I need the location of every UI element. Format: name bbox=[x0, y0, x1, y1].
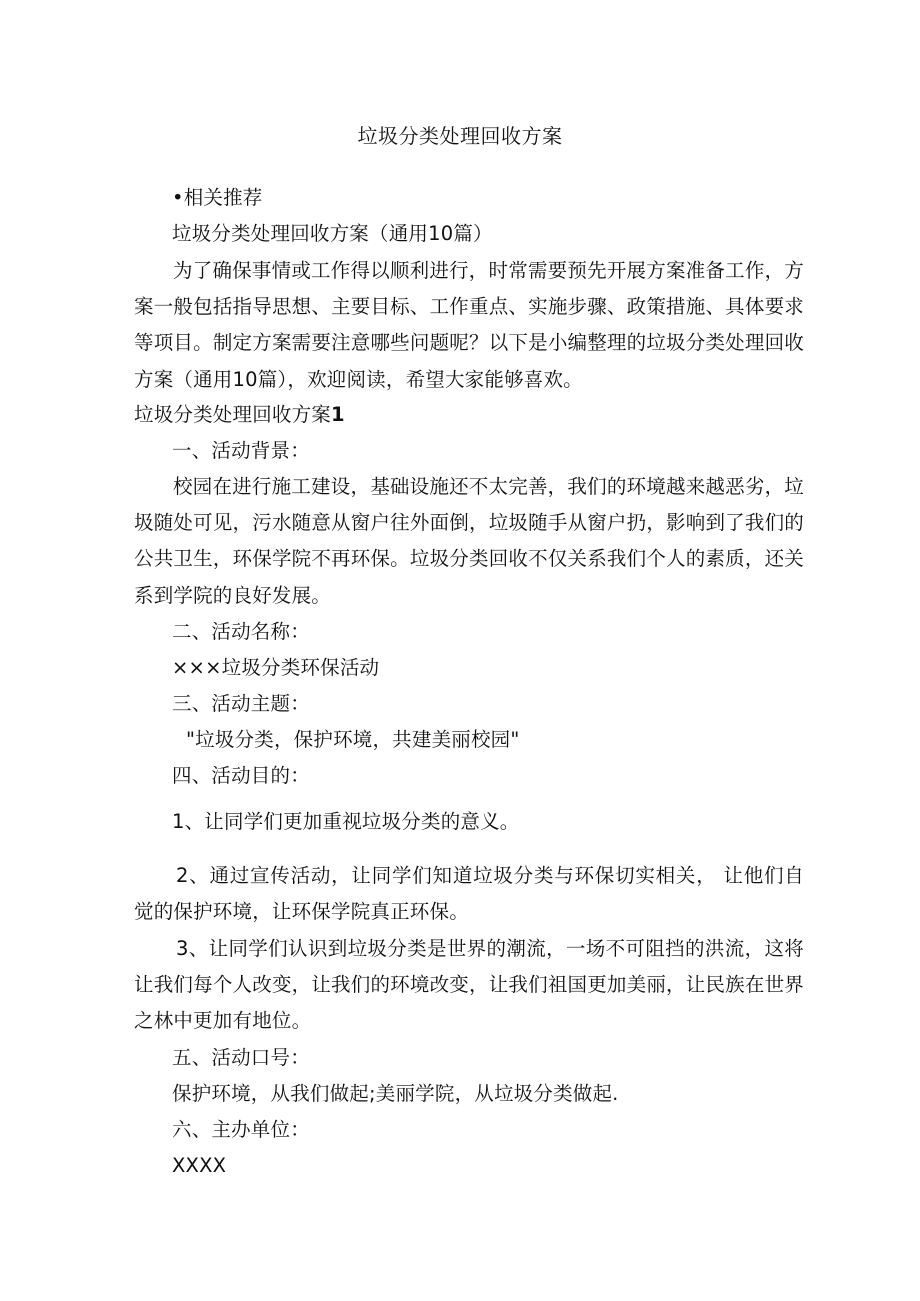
heading-goals: 四、活动目的： bbox=[172, 764, 310, 787]
activity-name-text: ×××垃圾分类环保活动 bbox=[172, 656, 380, 679]
related-label: •相关推荐 bbox=[172, 186, 263, 209]
goal-item-3: 3、让同学们认识到垃圾分类是世界的潮流，一场不可阻挡的洪流，这将让我们每个人改变，让我们的环境改变，让我们祖国更加美丽，让民族在世界之林中更加有地位。 bbox=[134, 937, 804, 1033]
related-item-link[interactable]: 垃圾分类处理回收方案（通用10篇） bbox=[172, 222, 493, 245]
heading-organizer: 六、主办单位： bbox=[172, 1118, 310, 1141]
goal-item-2: 2、通过宣传活动，让同学们知道垃圾分类与环保切实相关， 让他们自觉的保护环境，让环保学院真正环保。 bbox=[134, 864, 804, 924]
heading-background: 一、活动背景： bbox=[172, 439, 310, 462]
section-heading-number: 1 bbox=[331, 403, 345, 426]
theme-text: "垃圾分类，保护环境，共建美丽校园" bbox=[186, 728, 520, 751]
heading-activity-name: 二、活动名称： bbox=[172, 620, 310, 643]
section-heading bbox=[134, 397, 345, 433]
goal-item-1: 1、让同学们更加重视垃圾分类的意义。 bbox=[172, 810, 520, 833]
section-heading-text: 垃圾分类处理回收方案 bbox=[134, 403, 332, 426]
background-paragraph: 校园在进行施工建设，基础设施还不太完善，我们的环境越来越恶劣，垃圾随处可见，污水随意从窗户往外面倒，垃圾随手从窗户扔，影响到了我们的公共卫生，环保学院不再环保。垃圾分类回收不仅关系我们个人的素质，还关系到学院的良好发展。 bbox=[134, 475, 804, 607]
document-title: 垃圾分类处理回收方案 bbox=[357, 124, 563, 148]
slogan-text: 保护环境，从我们做起;美丽学院，从垃圾分类做起. bbox=[172, 1082, 619, 1105]
heading-theme: 三、活动主题： bbox=[172, 692, 310, 715]
organizer-text: XXXX bbox=[172, 1154, 227, 1177]
heading-slogan: 五、活动口号： bbox=[172, 1046, 310, 1069]
intro-paragraph: 为了确保事情或工作得以顺利进行，时常需要预先开展方案准备工作，方案一般包括指导思想、主要目标、工作重点、实施步骤、政策措施、具体要求等项目。制定方案需要注意哪些问题呢？以下是小编整理的垃圾分类处理回收方案（通用10篇），欢迎阅读，希望大家能够喜欢。 bbox=[134, 259, 804, 391]
